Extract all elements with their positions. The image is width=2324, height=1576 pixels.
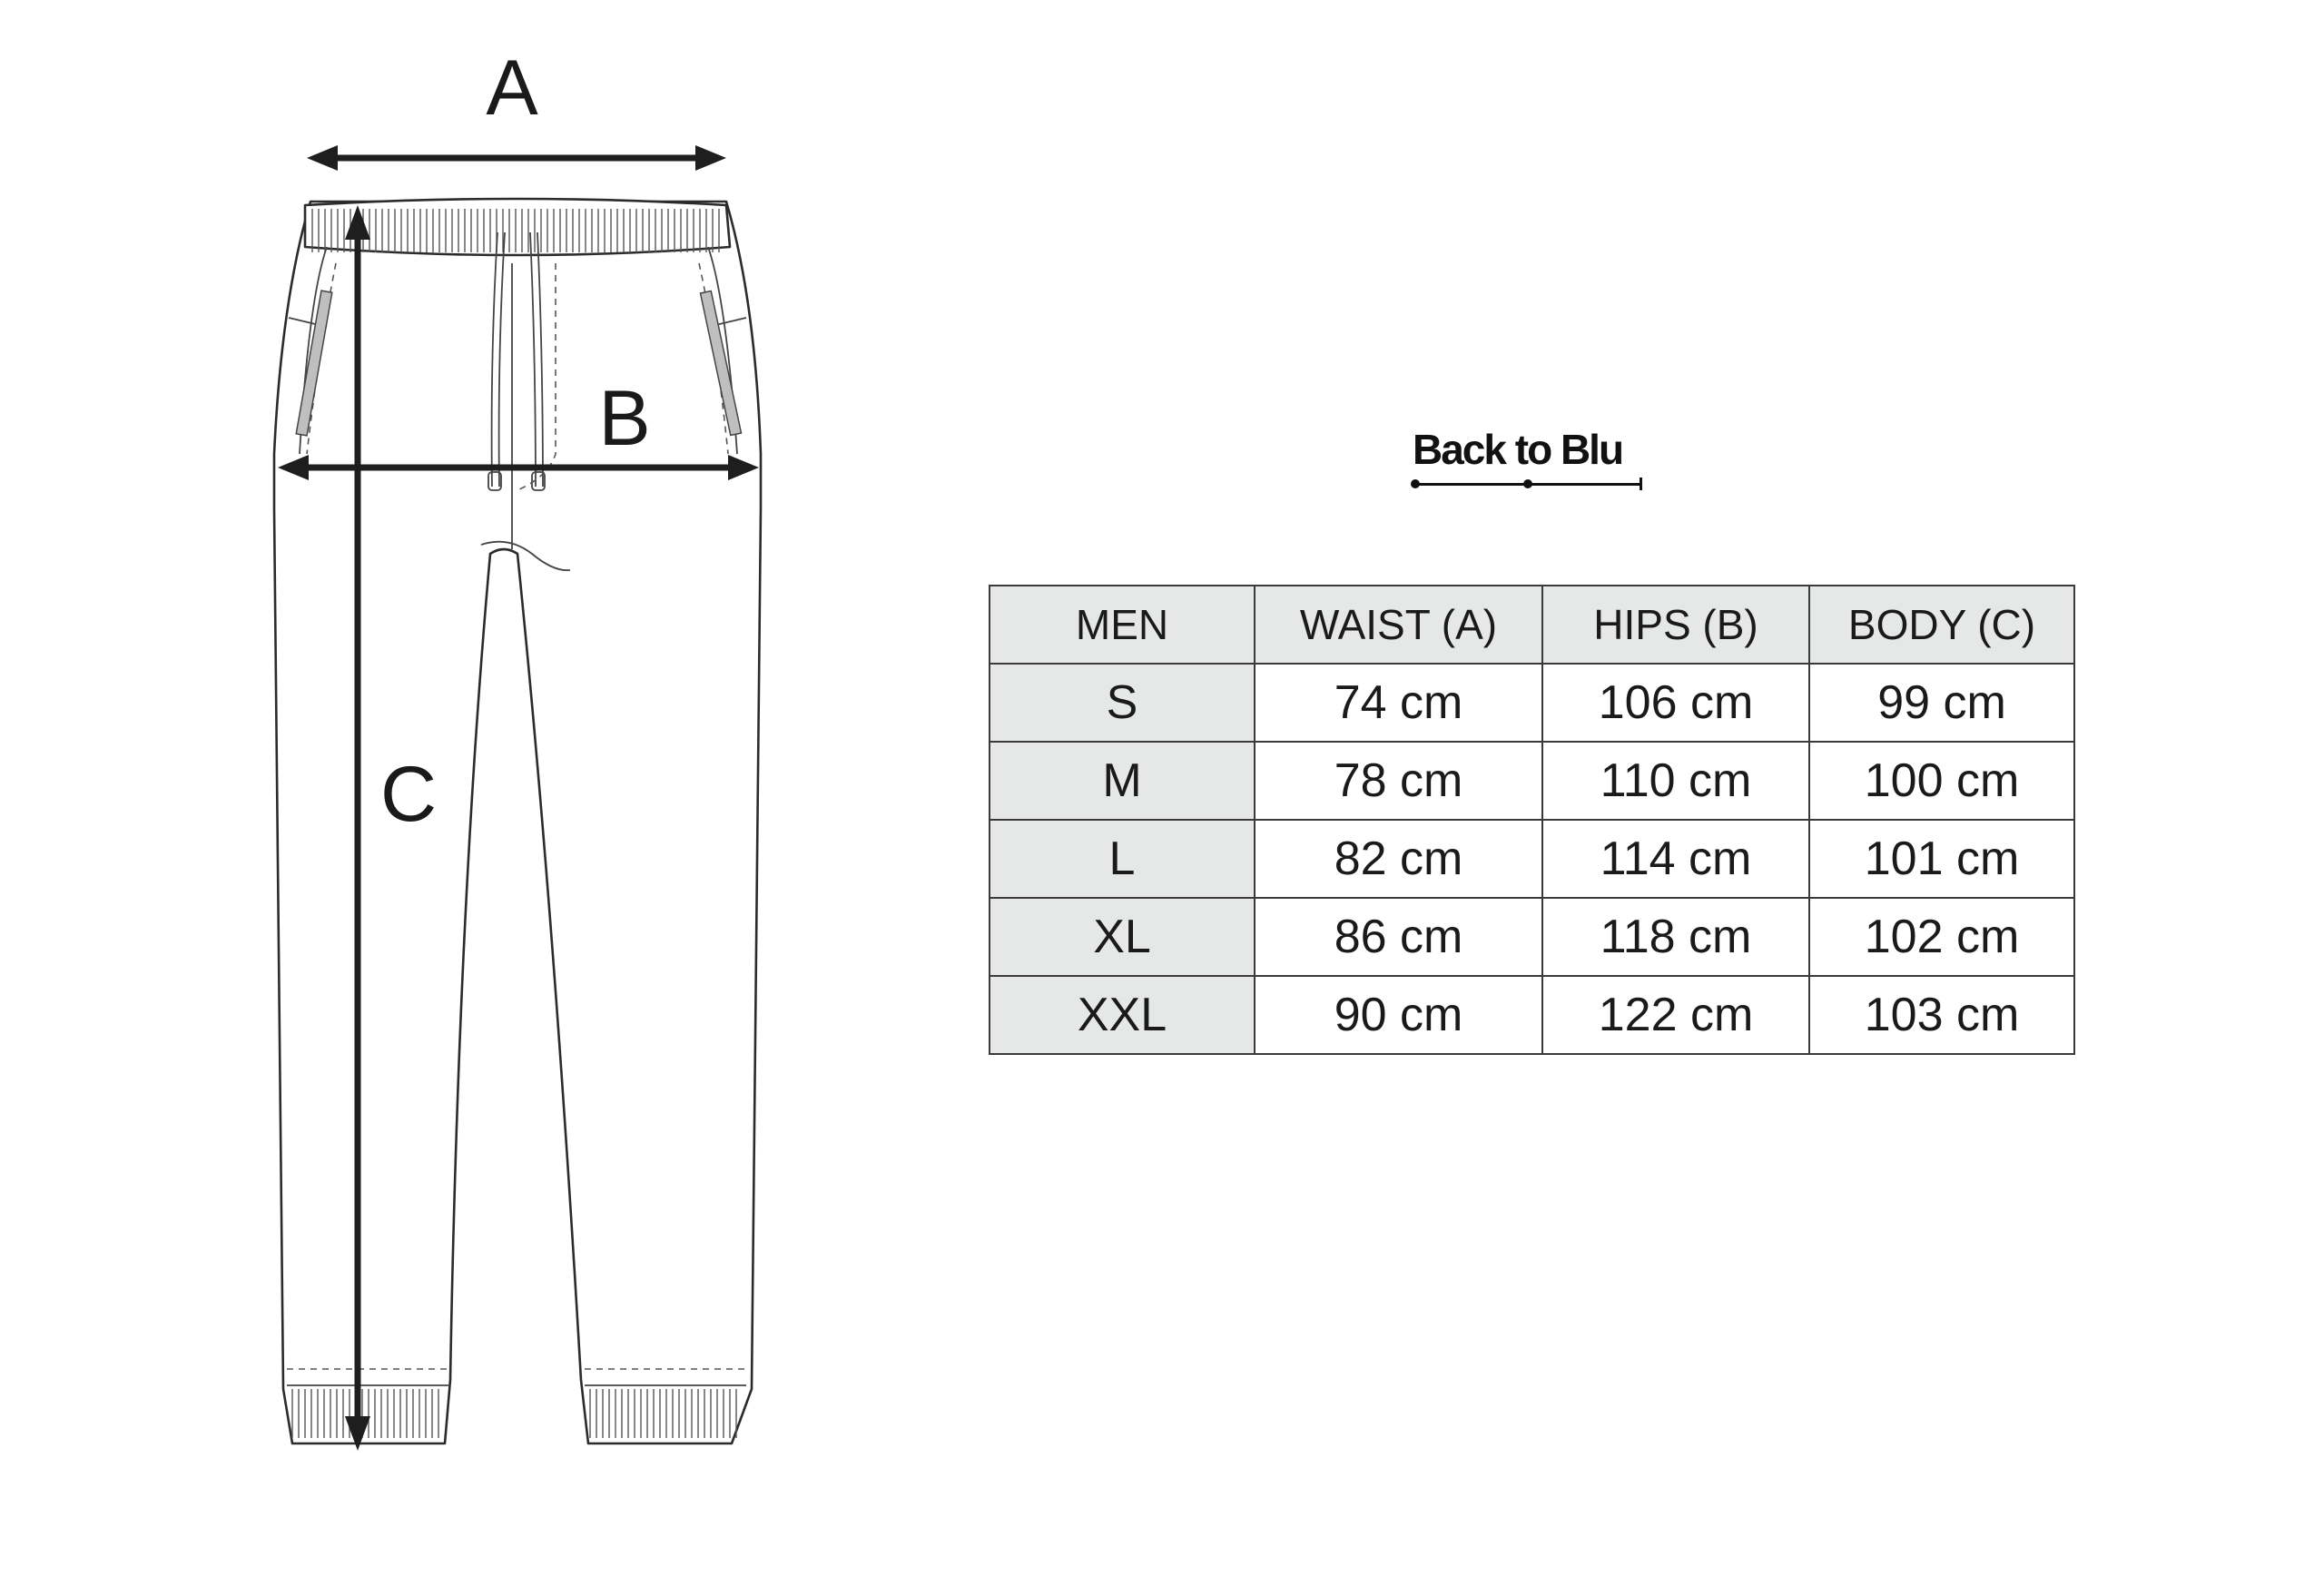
header-body: BODY (C) (1809, 586, 2074, 664)
brand-tick-right (1640, 478, 1642, 490)
size-cell: XL (990, 898, 1255, 976)
size-cell: L (990, 820, 1255, 898)
body-cell: 99 cm (1809, 664, 2074, 742)
brand-name: Back to Blu (1413, 426, 1623, 473)
header-waist: WAIST (A) (1255, 586, 1542, 664)
waist-cell: 90 cm (1255, 976, 1542, 1054)
hips-cell: 118 cm (1542, 898, 1809, 976)
pants-outline (274, 202, 761, 1443)
header-hips: HIPS (B) (1542, 586, 1809, 664)
table-row (990, 976, 2074, 1054)
waist-cell: 86 cm (1255, 898, 1542, 976)
body-cell: 103 cm (1809, 976, 2074, 1054)
size-table (989, 585, 2075, 1055)
table-row (990, 742, 2074, 820)
size-cell: S (990, 664, 1255, 742)
brand-dot-middle (1523, 479, 1532, 488)
size-table-header-row (990, 586, 2074, 664)
waist-cell: 78 cm (1255, 742, 1542, 820)
body-cell: 100 cm (1809, 742, 2074, 820)
table-row (990, 820, 2074, 898)
brand-dot-left (1411, 479, 1420, 488)
brand-logo (1413, 425, 1649, 497)
waist-cell: 82 cm (1255, 820, 1542, 898)
table-row (990, 898, 2074, 976)
waist-dimension-arrow (307, 145, 726, 171)
waistband (305, 199, 730, 255)
hips-cell: 122 cm (1542, 976, 1809, 1054)
size-cell: XXL (990, 976, 1255, 1054)
body-cell: 101 cm (1809, 820, 2074, 898)
table-row (990, 664, 2074, 742)
body-cell: 102 cm (1809, 898, 2074, 976)
label-c: C (379, 751, 438, 838)
hips-cell: 110 cm (1542, 742, 1809, 820)
hips-cell: 114 cm (1542, 820, 1809, 898)
waist-cell: 74 cm (1255, 664, 1542, 742)
size-cell: M (990, 742, 1255, 820)
pants-diagram (0, 0, 817, 1576)
header-men: MEN (990, 586, 1255, 664)
label-b: B (598, 375, 651, 462)
hips-cell: 106 cm (1542, 664, 1809, 742)
label-a: A (486, 44, 538, 132)
